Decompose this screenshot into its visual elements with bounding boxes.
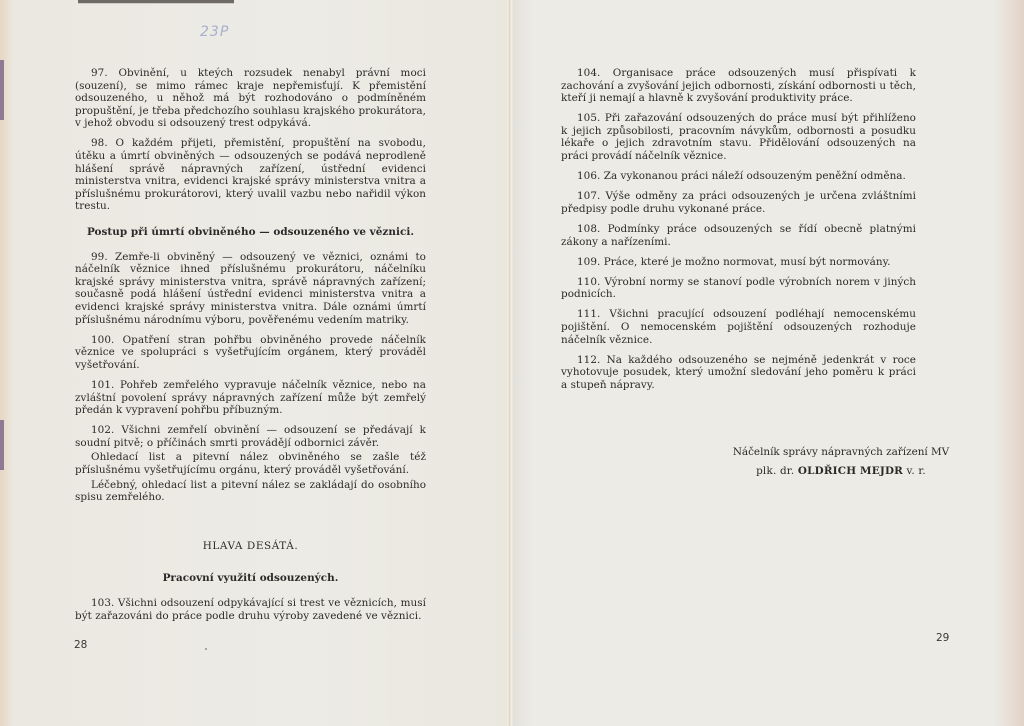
- paragraph-102-lecebny: Léčebný, ohledací list a pitevní nález se zakládají do osobního spisu zemřelého.: [75, 478, 426, 504]
- edge-mark: [0, 420, 4, 470]
- signature-line: [716, 465, 966, 477]
- paragraph-98: 98. O každém přijeti, přemistění, propuštění na svobodu, útěku a úmrtí obviněných — odsouzených se podává neprodleně hlášení správě nápravných zařízení, ústřední evidenci ministerstva vnitra, evidenci krajské správy ministerstva vnitra a příslušnému prokurátorovi, který uvalil vazbu nebo nařidil výkon trestu.: [75, 137, 426, 213]
- paragraph-110: 110. Výrobní normy se stanoví podle výrobních norem v jiných podnicích.: [561, 275, 916, 301]
- left-page: [0, 0, 509, 726]
- signature-title: Náčelník správy nápravných zařízení MV: [732, 446, 950, 458]
- paragraph-100: 100. Opatření stran pohřbu obviněného provede náčelník věznice ve spolupráci s vyšetřujícím orgánem, který prováděl vyšetřování.: [75, 333, 426, 371]
- paragraph-102-ohledaci: Ohledací list a pitevní nález obviněného se zašle též příslušnému vyšetřujícímu orgánu, který prováděl vyšetřování.: [75, 451, 426, 477]
- signature-block: [716, 446, 966, 477]
- chapter-subheading: Pracovní využití odsouzených.: [162, 572, 339, 585]
- chapter-heading: HLAVA DESÁTÁ.: [202, 539, 299, 552]
- paper-speck: [205, 648, 207, 650]
- paragraph-101: 101. Pohřeb zemřelého vypravuje náčelník věznice, nebo na zvláštní povolení správy nápravných zařízení může být zemřelý předán k vypravení pohřbu příbuzným.: [75, 378, 426, 417]
- paragraph-102: 102. Všichni zemřelí obvinění — odsouzení se předávají k soudní pitvě; o příčinách smrti provádějí odbornici závěr.: [75, 424, 426, 449]
- section-heading: Postup při úmrtí obviněného — odsouzeného ve věznici.: [86, 226, 415, 239]
- page-number: 28: [74, 639, 88, 651]
- paragraph-108: 108. Podmínky práce odsouzených se řídí obecně platnými zákony a nařízeními.: [561, 222, 916, 248]
- paragraph-104: 104. Organisace práce odsouzených musí přispívati k zachování a zvyšování jejich odbornosti, získání odbornosti u těch, kteří ji nemají a hlavně k zvyšování produktivity práce.: [561, 67, 916, 105]
- left-page-text: [75, 67, 426, 630]
- paragraph-97: 97. Obvinění, u kteých rozsudek nenabyl právní moci (souzení), se mimo rámec kraje nepřemisťují. K přemistění odsouzeného, u něhož má být rozhodováno o podmíněném propuštění, je třeba předchozího souhlasu krajského prokurátora, v jehož obvodu si odsouzený trest odpykává.: [75, 67, 426, 130]
- paragraph-106: 106. Za vykonanou práci náleží odsouzeným peněžní odměna.: [577, 170, 906, 183]
- paragraph-109: 109. Práce, které je možno normovat, musí být normovány.: [577, 255, 891, 268]
- paragraph-111: 111. Všichni pracující odsouzení podléhají nemocenskému pojištění. O nemocenském pojištění odsouzených rozhoduje náčelník věznice.: [561, 308, 916, 346]
- signature-name: OLDŘICH MEJDR: [797, 465, 904, 477]
- right-page: [513, 0, 1024, 726]
- paragraph-105: 105. Při zařazování odsouzených do práce musí být přihlíženo k jejich způsobilosti, pracovním návykům, odbornosti a posudku lékaře o jejich zdravotním stavu. Přidělování odsouzených na práci provádí náčelník věznice.: [561, 112, 916, 163]
- top-edge-tab: [78, 0, 234, 4]
- paragraph-112: 112. Na každého odsouzeného se nejméně jedenkrát v roce vyhotovuje posudek, který umožní sledování jeho poměru k práci a stupeň nápravy.: [561, 353, 916, 391]
- paragraph-99: 99. Zemře-li obviněný — odsouzený ve věznici, oznámi to náčelník věznice ihned příslušnému prokurátoru, náčelníku krajské správy ministerstva vnitra, správě nápravných zařízení; současně podá hlášení ústřední evidenci ministerstva vnitra a evidenci krajské správy ministerstva vnitra. Dále oznámi úmrtí příslušnému národnímu výboru, pověřenému vedením matriky.: [75, 250, 426, 326]
- paragraph-107: 107. Výše odměny za práci odsouzených je určena zvláštními předpisy podle druhu vykonané práce.: [561, 190, 916, 215]
- paragraph-103: 103. Všichni odsouzení odpykávající si trest ve věznicích, musí být zařazováni do práce podle druhu výroby zavedené ve věznici.: [75, 597, 426, 622]
- right-page-text: [561, 67, 916, 399]
- handwritten-annotation: 23P: [200, 24, 230, 40]
- edge-mark: [0, 60, 4, 120]
- signature-rank: plk. dr.: [756, 465, 795, 477]
- signature-suffix: v. r.: [906, 465, 926, 477]
- page-number: 29: [936, 632, 950, 644]
